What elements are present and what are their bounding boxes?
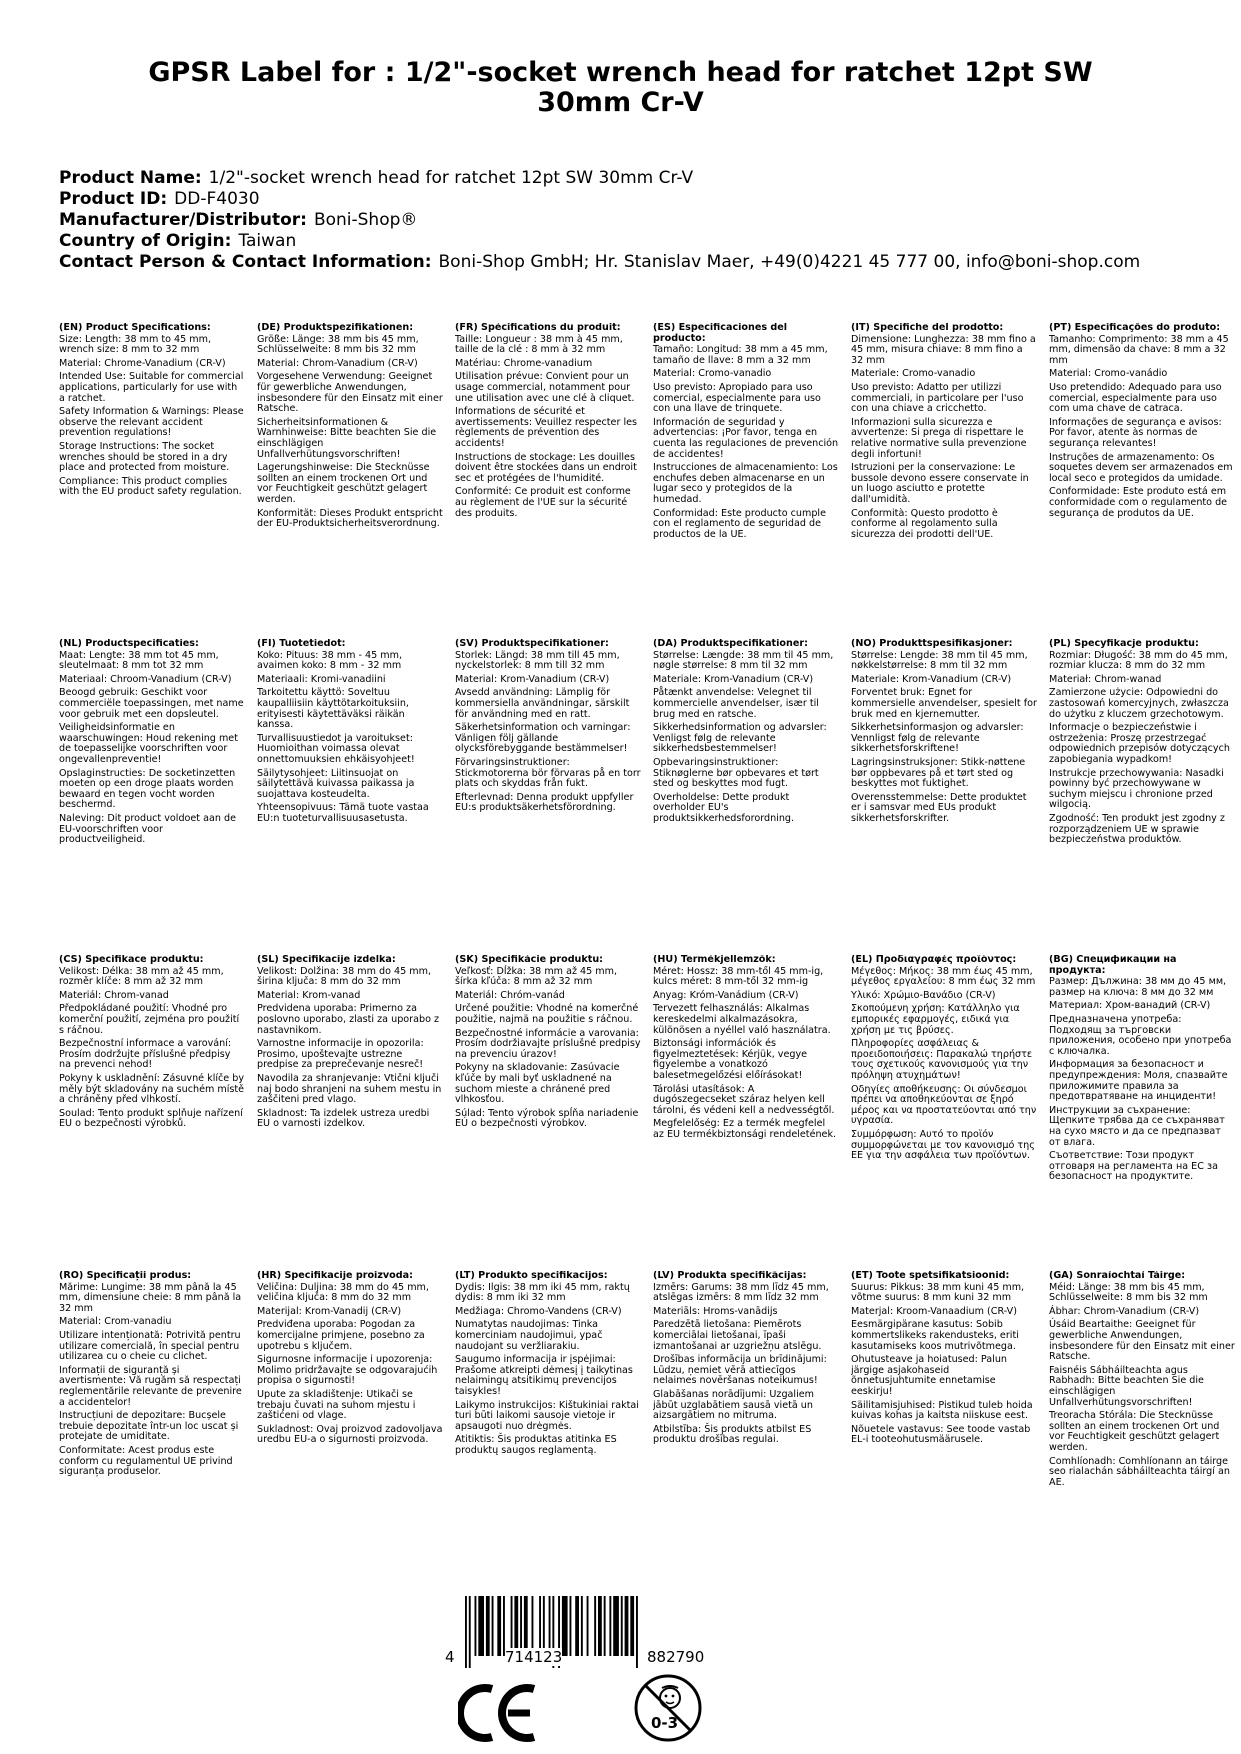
language-paragraph: Uso pretendido: Adequado para uso comercial, especialmente para uso com uma chave de catraca.	[1049, 381, 1222, 415]
language-paragraph: Informații de siguranță și avertismente: Vă rugăm să respectați reglementările relevante de prevenire a accidentelor!	[59, 1364, 242, 1408]
language-paragraph: Informations de sécurité et avertissements: Veuillez respecter les règlements de prévention des accidents!	[455, 406, 638, 449]
language-section	[59, 1271, 257, 1587]
language-paragraph: Taille: Longueur : 38 mm à 45 mm, taille de la clé : 8 mm à 32 mm	[455, 333, 623, 356]
language-paragraph: Comhlíonadh: Comhlíonann an táirge seo rialachán sábháilteachta táirgí an AE.	[1049, 1455, 1230, 1488]
language-paragraph: Størrelse: Længde: 38 mm til 45 mm, nøgle størrelse: 8 mm til 32 mm	[653, 649, 834, 672]
language-paragraph: Instruções de armazenamento: Os soquetes devem ser armazenados em local seco e protegidos da umidade.	[1049, 451, 1233, 484]
language-section	[851, 1271, 1049, 1587]
language-paragraph: Sukladnost: Ovaj proizvod zadovoljava uredbu EU-a o sigurnosti proizvoda.	[257, 1423, 443, 1446]
language-paragraph: Navodila za shranjevanje: Vtični ključi naj bodo shranjeni na suhem mestu in zaščiteni pred vlago.	[257, 1072, 442, 1106]
language-paragraph: Glabāšanas norādījumi: Uzgaliem jābūt uzglabātiem sausā vietā un aizsargātiem no mitruma.	[653, 1388, 815, 1422]
language-paragraph: Materiāls: Hroms-vanādijs	[653, 1305, 778, 1317]
barcode-digits	[445, 1648, 735, 1670]
language-paragraph: Materiale: Krom-Vanadium (CR-V)	[653, 673, 814, 685]
language-paragraph: Overholdelse: Dette produkt overholder EU's produktsikkerhedsforordning.	[653, 791, 795, 824]
language-heading: (EN) Product Specifications:	[59, 323, 211, 333]
language-paragraph: Materiale: Krom-Vanadium (CR-V)	[851, 673, 1012, 685]
language-heading: (HU) Termékjellemzők:	[653, 955, 776, 965]
language-paragraph: Material: Cromo-vanadio	[653, 368, 772, 380]
language-paragraph: Sigurnosne informacije i upozorenja: Molimo pridržavajte se odgovarajućih propisa o sigurnosti!	[257, 1354, 438, 1387]
language-heading: (FI) Tuotetiedot:	[257, 639, 346, 649]
language-paragraph: Säilytysohjeet: Liitinsuojat on säilytettävä kuivassa paikassa ja suojattava kosteudelta.	[257, 767, 415, 800]
language-section	[59, 323, 257, 639]
language-paragraph: Beoogd gebruik: Geschikt voor commerciële toepassingen, met name voor gebruik met een dopsleutel.	[59, 687, 244, 720]
language-section	[257, 639, 455, 955]
language-paragraph: Sikkerhetsinformasjon og advarsler: Vennligst følg de relevante sikkerhetsforskriftene!	[851, 722, 1024, 755]
language-paragraph: Méret: Hossz: 38 mm-től 45 mm-ig, kulcs méret: 8 mm-től 32 mm-ig	[653, 965, 824, 988]
language-heading: (SL) Specifikacije izdelka:	[257, 955, 396, 965]
language-paragraph: Velikost: Dolžina: 38 mm do 45 mm, širina ključa: 8 mm do 32 mm	[257, 965, 432, 988]
language-section	[455, 1271, 653, 1587]
language-paragraph: Soulad: Tento produkt splňuje nařízení EU o bezpečnosti výrobků.	[59, 1107, 243, 1130]
language-paragraph: Storlek: Längd: 38 mm till 45 mm, nyckelstorlek: 8 mm till 32 mm	[455, 649, 620, 672]
language-heading: (SK) Špecifikácie produktu:	[455, 955, 604, 965]
language-paragraph: Σκοπούμενη χρήση: Κατάλληλο για εμπορικές εφαρμογές, ειδικά για χρήση με τις βρύσες.	[851, 1003, 1020, 1036]
language-paragraph: Uso previsto: Adatto per utilizzi commerciali, in particolare per l'uso con una chiave a cricchetto.	[851, 381, 1024, 415]
language-section	[653, 1271, 851, 1587]
language-section	[653, 323, 851, 639]
language-paragraph: Sicherheitsinformationen & Warnhinweise: Bitte beachten Sie die einschlägigen Unfallverhütungsvorschriften!	[257, 416, 437, 460]
language-paragraph: Numatytas naudojimas: Tinka komerciniam naudojimui, ypač naudojant su veržliarakiu.	[455, 1319, 603, 1352]
language-paragraph: Информация за безопасност и предупреждения: Моля, спазвайте приложимите правила за предотвратяване на инциденти!	[1049, 1059, 1228, 1103]
language-paragraph: Dimensione: Lunghezza: 38 mm fino a 45 mm, misura chiave: 8 mm fino a 32 mm	[851, 333, 1036, 366]
language-paragraph: Conformitate: Acest produs este conform cu regulamentul UE privind siguranța produselor.	[59, 1444, 233, 1478]
language-paragraph: Materiaali: Kromi-vanadiini	[257, 673, 386, 685]
language-paragraph: Tamanho: Comprimento: 38 mm a 45 mm, dimensão da chave: 8 mm a 32 mm	[1049, 333, 1229, 366]
language-paragraph: Drošības informācija un brīdinājumi: Lūdzu, ņemiet vērā attiecīgos nelaimes novēršanas noteikumus!	[653, 1354, 827, 1387]
language-paragraph: Förvaringsinstruktioner: Stickmotorerna bör förvaras på en torr plats och skyddas från fukt.	[455, 756, 641, 790]
language-paragraph: Predviđena uporaba: Pogodan za komercijalne primjene, posebno za upotrebu s ključem.	[257, 1319, 425, 1352]
language-paragraph: Предназначена употреба: Подходящ за търговски приложения, особено при употреба с ключалка.	[1049, 1013, 1232, 1057]
language-paragraph: Zamierzone użycie: Odpowiedni do zastosowań komercyjnych, zwłaszcza do użytku z kluczem grzechotowym.	[1049, 687, 1229, 720]
language-paragraph: Conformité: Ce produit est conforme au règlement de l'UE sur la sécurité des produits.	[455, 486, 631, 519]
language-paragraph: Istruzioni per la conservazione: Le bussole devono essere conservate in un luogo asciutto e protette dall'umidità.	[851, 462, 1029, 505]
language-paragraph: Rozmiar: Długość: 38 mm do 45 mm, rozmiar klucza: 8 mm do 32 mm	[1049, 649, 1228, 672]
language-paragraph: Instrukcje przechowywania: Nasadki powinny być przechowywane w suchym miejscu i chronione przed wilgocią.	[1049, 767, 1224, 811]
info-product-name: Product Name: 1/2"-socket wrench head for ratchet 12pt SW 30mm Cr-V	[59, 168, 694, 188]
language-paragraph: Forventet bruk: Egnet for kommersielle anvendelser, spesielt for bruk med en kjernemutter.	[851, 687, 1037, 720]
language-paragraph: Material: Cromo-vanádio	[1049, 368, 1168, 380]
language-paragraph: Koko: Pituus: 38 mm - 45 mm, avaimen koko: 8 mm - 32 mm	[257, 649, 402, 672]
language-grid	[59, 323, 1239, 1587]
language-section	[257, 1271, 455, 1587]
language-paragraph: Veiligheidsinformatie en waarschuwingen: Houd rekening met de toepasselijke voorschriften voor ongevallenpreventie!	[59, 722, 238, 765]
language-section	[455, 639, 653, 955]
language-paragraph: Materjal: Kroom-Vanaadium (CR-V)	[851, 1305, 1017, 1317]
language-paragraph: Paredzētā lietošana: Piemērots komerciālai lietošanai, īpaši izmantošanai ar uzgriežņu atslēgu.	[653, 1319, 822, 1352]
language-paragraph: Sikkerhedsinformation og advarsler: Venligst følg de relevante sikkerhedsbestemmelser!	[653, 722, 827, 755]
language-paragraph: Påtænkt anvendelse: Velegnet til kommercielle anvendelser, især til brug med en ratsche.	[653, 687, 819, 720]
language-heading: (IT) Specifiche del prodotto:	[851, 323, 1004, 333]
language-heading: (LV) Produkta specifikācijas:	[653, 1271, 807, 1281]
language-paragraph: Οδηγίες αποθήκευσης: Οι σύνδεσμοι πρέπει να αποθηκεύονται σε ξηρό μέρος και να προστατεύονται από την υγρασία.	[851, 1083, 1037, 1127]
language-paragraph: Utilisation prévue: Convient pour un usage commercial, notamment pour une utilisation avec une clé à cliquet.	[455, 371, 635, 404]
language-paragraph: Material: Krom-Vanadium (CR-V)	[455, 673, 610, 685]
language-paragraph: Compliance: This product complies with the EU product safety regulation.	[59, 475, 242, 498]
age-label: 0-3	[651, 1714, 679, 1732]
language-paragraph: Tarkoitettu käyttö: Soveltuu kaupalliisiin käyttötarkoituksiin, erityisesti käytettäväksi räikän kanssa.	[257, 687, 409, 731]
language-paragraph: Säilitamisjuhised: Pistikud tuleb hoida kuivas kohas ja kaitsta niiskuse eest.	[851, 1399, 1033, 1422]
language-section	[851, 639, 1049, 955]
page-title: GPSR Label for : 1/2"-socket wrench head for ratchet 12pt SW 30mm Cr-V	[148, 57, 1093, 118]
language-paragraph: Biztonsági információk és figyelmeztetések: Kérjük, vegye figyelembe a vonatkozó balesetmegelőzési előírásokat!	[653, 1038, 808, 1081]
language-paragraph: Intended Use: Suitable for commercial applications, particularly for use with a ratchet.	[59, 371, 244, 404]
language-section	[1049, 955, 1241, 1271]
language-paragraph: Instructions de stockage: Les douilles doivent être stockées dans un endroit sec et protégées de l'humidité.	[455, 451, 637, 484]
language-paragraph: Materiale: Cromo-vanadio	[851, 368, 976, 380]
language-paragraph: Saugumo informacija ir įspėjimai: Prašome atkreipti dėmesį į taikytinas nelaimingų atsitikimų prevencijos taisykles!	[455, 1354, 633, 1397]
language-paragraph: Uso previsto: Apropiado para uso comercial, especialmente para uso con una llave de trinquete.	[653, 381, 821, 415]
language-paragraph: Tárolási utasítások: A dugószegecseket száraz helyen kell tárolni, és védeni kell a nedvességtől.	[653, 1083, 835, 1116]
language-heading: (RO) Specificații produs:	[59, 1271, 192, 1281]
language-paragraph: Utilizare intenționată: Potrivită pentru utilizare comercială, în special pentru utilizarea cu o cheie cu clichet.	[59, 1329, 241, 1363]
language-heading: (DE) Produktspezifikationen:	[257, 323, 414, 333]
language-heading: (EL) Προδιαγραφές προϊόντος:	[851, 955, 1017, 965]
language-paragraph: Dydis: Ilgis: 38 mm iki 45 mm, raktų dydis: 8 mm iki 32 mm	[455, 1281, 630, 1304]
product-info	[59, 168, 1199, 273]
language-paragraph: Material: Chrom-Vanadium (CR-V)	[257, 357, 418, 369]
language-paragraph: Size: Length: 38 mm to 45 mm, wrench size: 8 mm to 32 mm	[59, 333, 212, 356]
barcode-left-digits: 714123	[505, 1648, 563, 1666]
language-paragraph: Megfelelőség: Ez a termék megfelel az EU termékbiztonsági rendeletének.	[653, 1118, 837, 1140]
language-section	[59, 639, 257, 955]
language-paragraph: Yhteensopivuus: Tämä tuote vastaa EU:n tuoteturvallisuusasetusta.	[257, 802, 429, 824]
language-paragraph: Súlad: Tento výrobok spĺňa nariadenie EÚ o bezpečnosti výrobkov.	[455, 1107, 639, 1130]
language-paragraph: Größe: Länge: 38 mm bis 45 mm, Schlüsselweite: 8 mm bis 32 mm	[257, 333, 419, 356]
language-paragraph: Opbevaringsinstruktioner: Stiknøglerne bør opbevares et tørt sted og beskyttes mod fugt.	[653, 756, 819, 790]
language-paragraph: Materijal: Krom-Vanadij (CR-V)	[257, 1305, 402, 1317]
language-paragraph: Συμμόρφωση: Αυτό το προϊόν συμμορφώνεται με τον κανονισμό της ΕΕ για την ασφάλεια των προϊόντων.	[851, 1128, 1035, 1162]
language-paragraph: Ábhar: Chrom-Vanadium (CR-V)	[1049, 1305, 1200, 1317]
language-paragraph: Laikymo instrukcijos: Kištukiniai raktai turi būti laikomi sausoje vietoje ir apsaugoti nuo drėgmės.	[455, 1399, 639, 1432]
language-paragraph: Zgodność: Ten produkt jest zgodny z rozporządzeniem UE w sprawie bezpieczeństwa produktów.	[1049, 812, 1225, 846]
language-section	[59, 955, 257, 1271]
language-paragraph: Material: Chrome-Vanadium (CR-V)	[59, 357, 226, 369]
language-section	[851, 323, 1049, 639]
language-section	[653, 639, 851, 955]
language-paragraph: Πληροφορίες ασφάλειας & προειδοποιήσεις: Παρακαλώ τηρήστε τους σχετικούς κανονισμούς για την πρόληψη ατυχημάτων!	[851, 1038, 1033, 1081]
info-contact: Contact Person & Contact Information: Boni-Shop GmbH; Hr. Stanislav Maer, +49(0)4221 45 777 00, info@boni-shop.com	[59, 252, 1141, 272]
language-paragraph: Safety Information & Warnings: Please observe the relevant accident prevention regulations!	[59, 406, 244, 439]
language-paragraph: Nõuetele vastavus: See toode vastab EL-i tooteohutusmäärusele.	[851, 1423, 1031, 1446]
language-paragraph: Instrucțiuni de depozitare: Bucșele trebuie depozitate într-un loc uscat și protejate de umiditate.	[59, 1410, 239, 1443]
language-paragraph: Úsáid Beartaithe: Geeignet für gewerbliche Anwendungen, insbesondere für den Einsatz mit einer Ratsche.	[1049, 1319, 1235, 1363]
not-for-children-0-3-icon	[632, 1672, 704, 1744]
language-paragraph: Atbilstība: Šis produkts atbilst ES produktu drošības regulai.	[653, 1423, 812, 1446]
language-paragraph: Eesmärgipärane kasutus: Sobib kommertslikeks rakendusteks, eriti kasutamiseks koos mutrivõtmega.	[851, 1319, 1019, 1352]
info-country: Country of Origin: Taiwan	[59, 231, 297, 251]
language-paragraph: Matériau: Chrome-vanadium	[455, 357, 593, 369]
language-paragraph: Méid: Länge: 38 mm bis 45 mm, Schlüsselweite: 8 mm bis 32 mm	[1049, 1281, 1208, 1304]
language-paragraph: Bezpečnostné informácie a varovania: Prosím dodržiavajte príslušné predpisy na prevenciu úrazov!	[455, 1027, 641, 1060]
language-paragraph: Treoracha Stórála: Die Stecknüsse sollten an einem trockenen Ort und vor Feuchtigkeit geschützt gelagert werden.	[1049, 1410, 1220, 1453]
language-paragraph: Tamaño: Longitud: 38 mm a 45 mm, tamaño de llave: 8 mm a 32 mm	[653, 344, 828, 366]
language-heading: (BG) Спецификации на продукта:	[1049, 955, 1177, 976]
language-heading: (SV) Produktspecifikationer:	[455, 639, 609, 649]
language-paragraph: Conformità: Questo prodotto è conforme al regolamento sulla sicurezza dei prodotti dell'UE.	[851, 507, 998, 540]
language-heading: (ET) Toote spetsifikatsioonid:	[851, 1271, 1010, 1281]
language-section	[455, 955, 653, 1271]
language-section	[1049, 323, 1241, 639]
language-paragraph: Izmērs: Garums: 38 mm līdz 45 mm, atslēgas izmērs: 8 mm līdz 32 mm	[653, 1281, 829, 1304]
language-paragraph: Velikost: Délka: 38 mm až 45 mm, rozměr klíče: 8 mm až 32 mm	[59, 965, 224, 988]
language-paragraph: Turvallisuustiedot ja varoitukset: Huomioithan voimassa olevat onnettomuuksien ehkäisyohjeet!	[257, 732, 415, 765]
language-paragraph: Conformidad: Este producto cumple con el reglamento de seguridad de productos de la UE.	[653, 507, 826, 540]
language-section	[653, 955, 851, 1271]
language-paragraph: Lagringsinstruksjoner: Stikk-nøttene bør oppbevares på et tørt sted og beskyttes mot fuktighet.	[851, 756, 1026, 790]
language-paragraph: Materiał: Chrom-wanad	[1049, 673, 1162, 685]
language-paragraph: Faisnéis Sábháilteachta agus Rabhadh: Bitte beachten Sie die einschlägigen Unfallverhütungsvorschriften!	[1049, 1364, 1204, 1408]
language-paragraph: Material: Crom-vanadiu	[59, 1316, 172, 1328]
language-paragraph: Informazioni sulla sicurezza e avvertenze: Si prega di rispettare le relative normative sulla prevenzione degli infortuni!	[851, 416, 1027, 460]
language-paragraph: Informações de segurança e avisos: Por favor, atente às normas de segurança relevantes!	[1049, 416, 1222, 449]
language-paragraph: Съответствие: Този продукт отговаря на регламента на ЕС за безопасност на продуктите.	[1049, 1150, 1218, 1183]
language-heading: (PL) Specyfikacje produktu:	[1049, 639, 1199, 649]
language-heading: (ES) Especificaciones del producto:	[653, 323, 788, 344]
language-paragraph: Vorgesehene Verwendung: Geeignet für gewerbliche Anwendungen, insbesondere für den Einsatz mit einer Ratsche.	[257, 371, 443, 415]
language-paragraph: Predvidena uporaba: Primerno za poslovno uporabo, zlasti za uporabo z nastavnikom.	[257, 1003, 440, 1036]
language-paragraph: Conformidade: Este produto está em conformidade com o regulamento de segurança de produtos da UE.	[1049, 486, 1228, 519]
info-manufacturer: Manufacturer/Distributor: Boni-Shop®	[59, 210, 418, 230]
language-paragraph: Maat: Lengte: 38 mm tot 45 mm, sleutelmaat: 8 mm tot 32 mm	[59, 649, 219, 672]
language-paragraph: Overensstemmelse: Dette produktet er i samsvar med EUs produkt sikkerhetsforskrifter.	[851, 791, 1027, 824]
language-paragraph: Pokyny na skladovanie: Zasúvacie kľúče by mali byť uskladnené na suchom mieste a chránené pred vlhkosťou.	[455, 1062, 620, 1106]
language-section	[1049, 639, 1241, 955]
language-paragraph: Veličina: Duljina: 38 mm do 45 mm, veličina ključa: 8 mm do 32 mm	[257, 1281, 429, 1304]
language-heading: (DA) Produktspecifikationer:	[653, 639, 808, 649]
language-paragraph: Bezpečnostní informace a varování: Prosím dodržujte příslušné předpisy na prevenci nehod!	[59, 1038, 232, 1071]
language-paragraph: Størrelse: Lengde: 38 mm til 45 mm, nøkkelstørrelse: 8 mm til 32 mm	[851, 649, 1028, 672]
language-heading: (FR) Spécifications du produit:	[455, 323, 621, 333]
language-paragraph: Materiál: Chrom-vanad	[59, 989, 169, 1001]
language-paragraph: Naleving: Dit product voldoet aan de EU-voorschriften voor productveiligheid.	[59, 812, 236, 846]
language-paragraph: Veľkosť: Dĺžka: 38 mm až 45 mm, šírka kľúča: 8 mm až 32 mm	[455, 965, 618, 988]
language-paragraph: Atitiktis: Šis produktas atitinka ES produktų saugos reglamentą.	[455, 1434, 617, 1456]
language-paragraph: Υλικό: Χρώμιο-Βανάδιο (CR-V)	[851, 989, 996, 1001]
language-paragraph: Размер: Дължина: 38 мм до 45 мм, размер на ключа: 8 мм до 32 мм	[1049, 976, 1227, 998]
language-paragraph: Μέγεθος: Μήκος: 38 mm έως 45 mm, μέγεθος εργαλείου: 8 mm έως 32 mm	[851, 965, 1036, 988]
language-paragraph: Opslaginstructies: De socketinzetten moeten op een droge plaats worden bewaard en tegen vocht worden beschermd.	[59, 767, 236, 811]
language-section	[1049, 1271, 1241, 1587]
language-paragraph: Instrucciones de almacenamiento: Los enchufes deben almacenarse en un lugar seco y protegidos de la humedad.	[653, 462, 838, 505]
language-paragraph: Säkerhetsinformation och varningar: Vänligen följ gällande olycksförebyggande bestämmelser!	[455, 722, 631, 755]
language-paragraph: Konformität: Dieses Produkt entspricht der EU-Produktsicherheitsverordnung.	[257, 507, 443, 530]
language-paragraph: Určené použitie: Vhodné na komerčné použitie, najmä na použitie s ráčnou.	[455, 1003, 639, 1025]
language-paragraph: Skladnost: Ta izdelek ustreza uredbi EU o varnosti izdelkov.	[257, 1107, 430, 1130]
language-heading: (NL) Productspecificaties:	[59, 639, 199, 649]
language-section	[851, 955, 1049, 1271]
language-paragraph: Upute za skladištenje: Utikači se trebaju čuvati na suhom mjestu i zaštićeni od vlage.	[257, 1388, 416, 1422]
language-paragraph: Medžiaga: Chromo-Vandens (CR-V)	[455, 1305, 622, 1317]
language-paragraph: Pokyny k uskladnění: Zásuvné klíče by měly být skladovány na suchém místě a chráněny před vlhkostí.	[59, 1072, 245, 1106]
language-paragraph: Инструкции за съхранение: Щепките трябва да се съхраняват на сухо място и да се предпазват от влага.	[1049, 1104, 1225, 1148]
language-section	[257, 955, 455, 1271]
language-paragraph: Suurus: Pikkus: 38 mm kuni 45 mm, võtme suurus: 8 mm kuni 32 mm	[851, 1281, 1025, 1304]
language-paragraph: Storage Instructions: The socket wrenches should be stored in a dry place and protected from moisture.	[59, 440, 230, 474]
language-paragraph: Předpokládané použití: Vhodné pro komerční použití, zejména pro použití s ráčnou.	[59, 1003, 240, 1036]
barcode-right-digits: 882790	[647, 1648, 705, 1666]
language-paragraph: Materiál: Chróm-vanád	[455, 989, 565, 1001]
language-paragraph: Lagerungshinweise: Die Stecknüsse sollten an einem trockenen Ort und vor Feuchtigkeit geschützt gelagert werden.	[257, 462, 430, 505]
language-heading: (HR) Specifikacije proizvoda:	[257, 1271, 413, 1281]
language-paragraph: Avsedd användning: Lämplig för kommersiella användningar, särskilt för användning med en ratt.	[455, 687, 630, 720]
language-paragraph: Anyag: Króm-Vanádium (CR-V)	[653, 989, 799, 1001]
language-paragraph: Material: Krom-vanad	[257, 989, 361, 1001]
language-section	[257, 323, 455, 639]
language-paragraph: Ohutusteave ja hoiatused: Palun järgige asjakohaseid õnnetusjuhtumite ennetamise eeskirju!	[851, 1354, 1007, 1397]
language-heading: (LT) Produkto specifikacijos:	[455, 1271, 608, 1281]
language-paragraph: Mărime: Lungime: 38 mm până la 45 mm, dimensiune cheie: 8 mm până la 32 mm	[59, 1281, 242, 1314]
language-heading: (GA) Sonraíochtaí Táirge:	[1049, 1271, 1186, 1281]
language-paragraph: Tervezett felhasználás: Alkalmas kereskedelmi alkalmazásokra, különösen a nyéllel való használatra.	[653, 1003, 831, 1036]
barcode-lead-digit: 4	[445, 1648, 455, 1666]
language-section	[455, 323, 653, 639]
language-paragraph: Материал: Хром-ванадий (CR-V)	[1049, 1000, 1211, 1012]
language-paragraph: Información de seguridad y advertencias: ¡Por favor, tenga en cuenta las regulaciones de prevención de accidentes!	[653, 416, 839, 460]
ce-mark-icon	[458, 1683, 540, 1743]
language-heading: (PT) Especificações do produto:	[1049, 323, 1221, 333]
language-paragraph: Efterlevnad: Denna produkt uppfyller EU:s produktsäkerhetsförordning.	[455, 791, 634, 814]
language-paragraph: Varnostne informacije in opozorila: Prosimo, upoštevajte ustrezne predpise za preprečevanje nesreč!	[257, 1038, 424, 1071]
info-product-id: Product ID: DD-F4030	[59, 189, 260, 209]
language-heading: (NO) Produkttspesifikasjoner:	[851, 639, 1013, 649]
language-paragraph: Materiaal: Chroom-Vanadium (CR-V)	[59, 673, 232, 685]
language-paragraph: Informacje o bezpieczeństwie i ostrzeżenia: Proszę przestrzegać odpowiednich przepisów dotyczących zapobiegania wypadkom!	[1049, 722, 1230, 765]
language-heading: (CS) Specifikace produktu:	[59, 955, 204, 965]
